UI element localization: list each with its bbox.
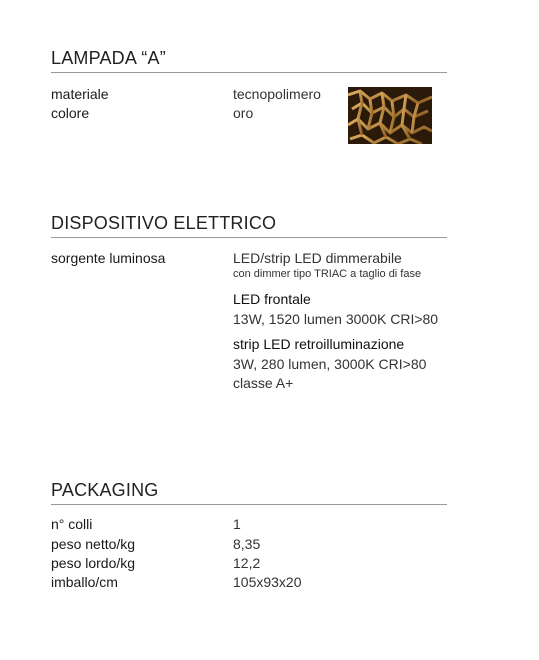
label-peso-netto: peso netto/kg [51, 536, 136, 552]
value-colore: oro [233, 105, 254, 121]
divider [51, 72, 447, 73]
label-materiale: materiale [51, 86, 109, 102]
value-peso-lordo: 12,2 [233, 555, 261, 571]
value-colli: 1 [233, 516, 241, 532]
label-colli: n° colli [51, 516, 93, 532]
energy-class: classe A+ [233, 375, 294, 391]
strip-led-spec: 3W, 280 lumen, 3000K CRI>80 [233, 356, 427, 372]
value-imballo: 105x93x20 [233, 574, 302, 590]
value-peso-netto: 8,35 [233, 536, 261, 552]
label-imballo: imballo/cm [51, 574, 118, 590]
divider [51, 237, 447, 238]
label-sorgente: sorgente luminosa [51, 250, 166, 266]
material-swatch-image [348, 87, 432, 144]
value-sorgente: LED/strip LED dimmerabile [233, 250, 402, 266]
strip-led-title: strip LED retroilluminazione [233, 336, 405, 352]
label-peso-lordo: peso lordo/kg [51, 555, 136, 571]
label-colore: colore [51, 105, 90, 121]
section-title-dispositivo: DISPOSITIVO ELETTRICO [51, 213, 277, 233]
led-frontale-spec: 13W, 1520 lumen 3000K CRI>80 [233, 311, 439, 327]
value-dimmer-note: con dimmer tipo TRIAC a taglio di fase [233, 268, 422, 280]
section-title-lampada: LAMPADA “A” [51, 48, 166, 68]
value-materiale: tecnopolimero [233, 86, 321, 102]
section-title-packaging: PACKAGING [51, 480, 159, 500]
divider [51, 504, 447, 505]
led-frontale-title: LED frontale [233, 291, 311, 307]
